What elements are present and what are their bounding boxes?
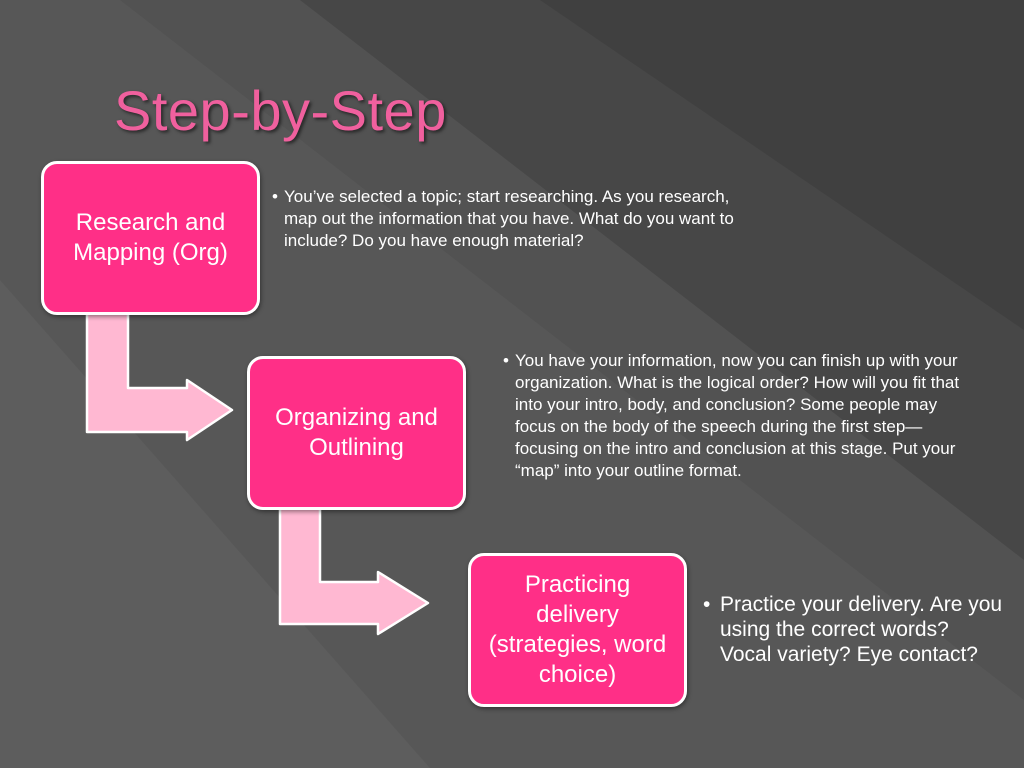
slide-title: Step-by-Step (114, 79, 447, 142)
step-box-research-and-mapping (41, 161, 260, 315)
step-description: • You have your information, now you can finish up with your organization. What is the logical order? How will you fit that into your intro, body, and conclusion? Some people may focus on the body of the speech during the first step—focusing on the intro and conclusion at this stage. Put your “map” into your outline format. (503, 350, 973, 482)
step-description-list (503, 350, 973, 482)
step-description-list (272, 186, 762, 252)
step-box-practicing-delivery (468, 553, 687, 707)
bent-arrow-icon (87, 312, 232, 440)
step-description: • Practice your delivery. Are you using the correct words? Vocal variety? Eye contact? (703, 592, 1003, 667)
bent-arrow-icon (280, 508, 428, 634)
step-label: Research and Mapping (Org) (73, 209, 228, 266)
step-label: Practicing delivery (strategies, word choice) (488, 571, 667, 688)
step-description-list (703, 592, 1003, 667)
step-label: Organizing and Outlining (275, 404, 438, 461)
step-box-organizing-and-outlining (247, 356, 466, 510)
step-description: • You’ve selected a topic; start researching. As you research, map out the information that you have. What do you want to include? Do you have enough material? (272, 186, 762, 252)
